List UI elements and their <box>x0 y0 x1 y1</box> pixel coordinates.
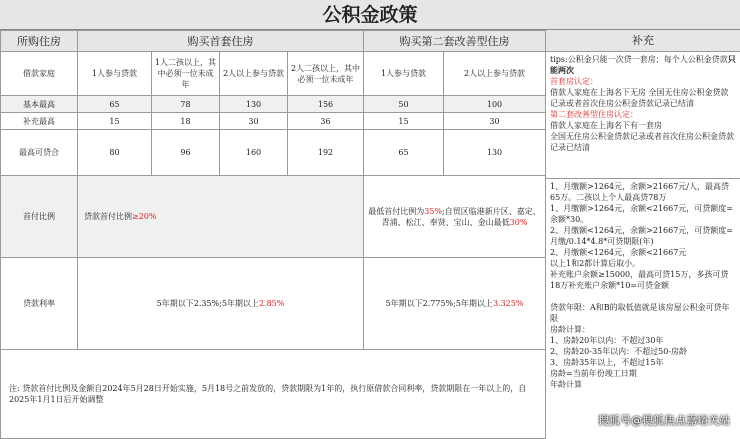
max-value: 80 <box>78 130 152 176</box>
note: 注: 贷款首付比例及金额自2024年5月28日开始实施，5月18号之前发放的，贷款期限为1年的，执行原借款合同利率，贷款期限在一年以上的，自2025年1月1日后开始调整 <box>1 350 546 439</box>
base-value: 100 <box>444 96 546 113</box>
supp-value: 15 <box>78 113 152 130</box>
supp-value: 18 <box>152 113 220 130</box>
header-house: 所购住房 <box>1 31 78 52</box>
supp-value: 30 <box>444 113 546 130</box>
base-value: 50 <box>364 96 444 113</box>
rate-second: 5年期以下2.775%;5年期以上3.325% <box>364 258 546 350</box>
row-label-max: 最高可贷合 <box>1 130 78 176</box>
calc-spacer <box>550 291 736 302</box>
row-label-rate: 贷款利率 <box>1 258 78 350</box>
tips: tips:公积金只能一次贷一套房；每个人公积金贷款只能两次 <box>550 54 736 75</box>
base-value: 156 <box>288 96 364 113</box>
supplement-panel <box>545 30 740 438</box>
second-house-line: 全国无住房公积金贷款记录或者首次住房公积金贷款记录已结清 <box>550 132 734 152</box>
family-cell: 1人参与贷款 <box>78 52 152 96</box>
row-label-down: 首付比例 <box>1 176 78 258</box>
calc-line: 2、房龄20-35年以内：不超过50-房龄 <box>550 347 688 356</box>
family-cell: 2人二孩以上，其中必须一位未成年 <box>288 52 364 96</box>
calc-line: 房龄计算： <box>550 325 590 334</box>
family-cell: 1人参与贷款 <box>364 52 444 96</box>
calc-line: 以上1和2都计算后取小。 <box>550 259 641 268</box>
calc-line: 1、房龄20年以内：不超过30年 <box>550 336 664 345</box>
base-value: 78 <box>152 96 220 113</box>
calc-line: 贷款年限：A和B的取低值就是该房屋公积金可贷年限 <box>550 303 730 323</box>
row-label-family: 借款家庭 <box>1 52 78 96</box>
down-first: 贷款首付比例≥20% <box>78 176 364 258</box>
family-cell: 1人二孩以上，其中必须一位未成年 <box>152 52 220 96</box>
supplement-rules <box>546 52 740 179</box>
supplement-calc <box>546 179 740 437</box>
max-value: 96 <box>152 130 220 176</box>
first-house-title: 首套房认定： <box>550 77 598 86</box>
row-label-base: 基本最高 <box>1 96 78 113</box>
calc-line: 1、月缴额>1264元，余额>21667元/人，最高贷65万。二孩以上个人最高贷78万 <box>550 182 729 202</box>
max-value: 160 <box>220 130 288 176</box>
down-second: 最低首付比例为35%;自贸区临港新片区、嘉定、青浦、松江、奉贤、宝山、金山最低30% <box>364 176 546 258</box>
header-supplement: 补充 <box>546 30 740 52</box>
calc-line: 年龄计算 <box>550 380 582 389</box>
policy-table <box>0 30 546 439</box>
calc-line: 1、月缴额>1264元，余额<21667元，可贷额度=余额*30。 <box>550 204 734 224</box>
supp-value: 36 <box>288 113 364 130</box>
calc-line: 补充账户余额≥15000，最高可贷15万，多孩可贷18万补充账户余额*10=可贷金额 <box>550 270 729 290</box>
second-house-title: 第二套改善型住房认定： <box>550 110 638 119</box>
max-value: 130 <box>444 130 546 176</box>
first-house-line: 借款人家庭在上海名下无房 全国无住房公积金贷款记录或者首次住房公积金贷款记录已结清 <box>550 88 729 108</box>
base-value: 130 <box>220 96 288 113</box>
rate-first: 5年期以下2.35%;5年期以上2.85% <box>78 258 364 350</box>
family-cell: 2人以上参与贷款 <box>220 52 288 96</box>
calc-line: 房龄=当前年份竣工日期 <box>550 369 637 378</box>
supp-value: 15 <box>364 113 444 130</box>
page-title: 公积金政策 <box>0 0 740 30</box>
calc-line: 2、月缴额<1264元，余额<21667元 <box>550 248 687 257</box>
supp-value: 30 <box>220 113 288 130</box>
row-label-supp: 补充最高 <box>1 113 78 130</box>
max-value: 65 <box>364 130 444 176</box>
max-value: 192 <box>288 130 364 176</box>
header-second-house: 购买第二套改善型住房 <box>364 31 546 52</box>
second-house-line: 借款人家庭在上海名下有一套房 <box>550 121 662 130</box>
family-cell: 2人以上参与贷款 <box>444 52 546 96</box>
calc-line: 2、月缴额<1264元，余额>21667元，可贷额度=月缴/0.14*4.8*可贷期限(年) <box>550 226 734 246</box>
header-first-house: 购买首套住房 <box>78 31 364 52</box>
watermark: 搜狐号@搜狐焦点嘉峪关站 <box>598 414 730 427</box>
base-value: 65 <box>78 96 152 113</box>
calc-line: 3、房龄35年以上，不超过15年 <box>550 358 664 367</box>
